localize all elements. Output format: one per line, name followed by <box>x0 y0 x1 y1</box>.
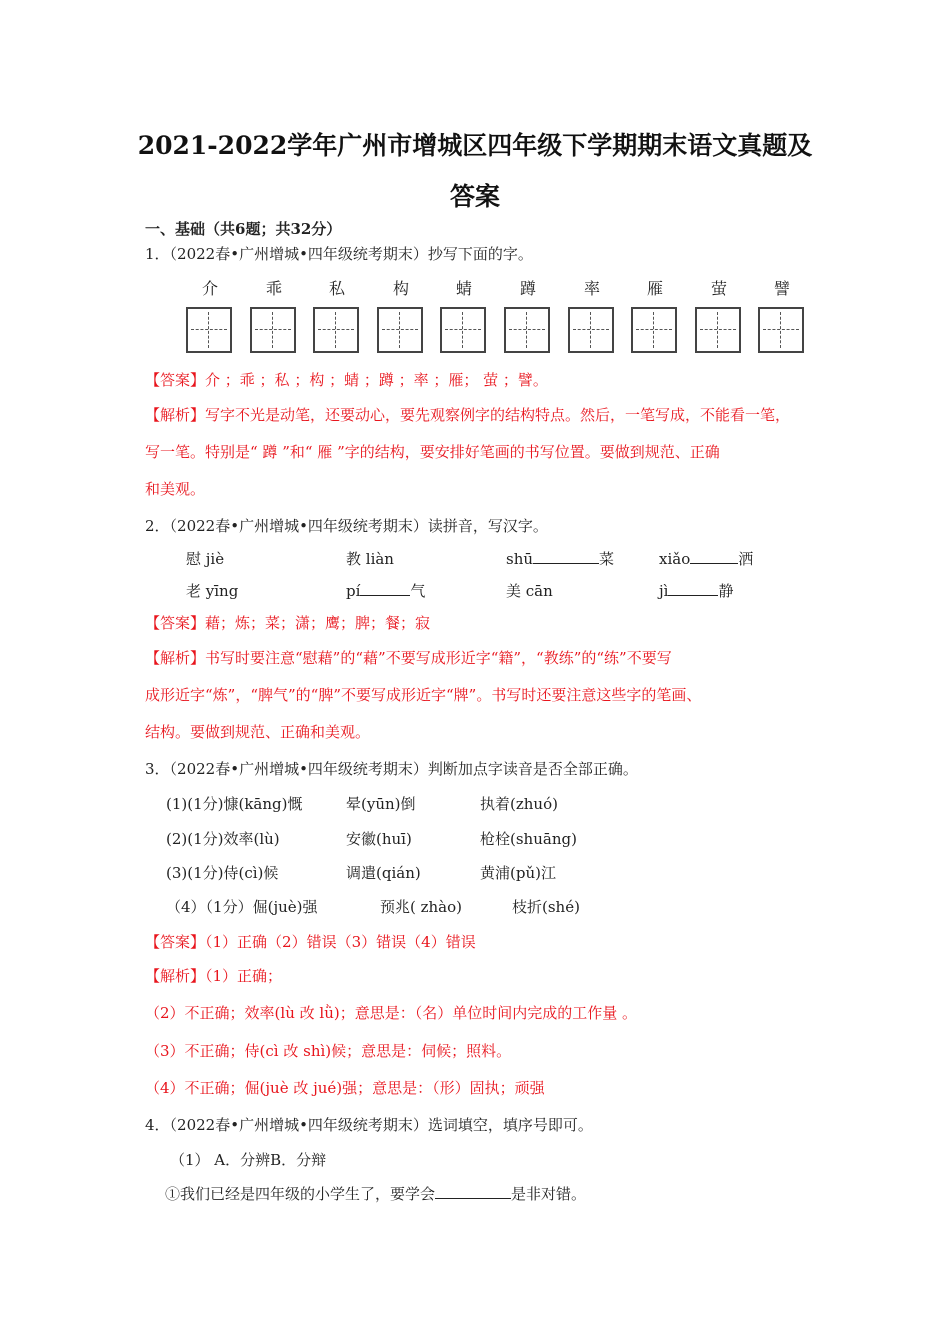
q2-item: 教 liàn <box>346 550 394 568</box>
q1-char: 雁 <box>646 279 663 298</box>
analysis-text: 书写时要注意“慰藉”的“藉”不要写成形近字“籍”，“教练”的“练”不要写 <box>205 649 672 667</box>
writing-grid-box[interactable] <box>504 307 550 353</box>
q2-answer <box>145 613 430 633</box>
q2-analysis-line <box>145 648 672 668</box>
q3-item-a: （4）（1分）倔(juè)强 <box>166 898 318 916</box>
q1-char: 乖 <box>265 279 282 298</box>
q3-item-a: (1)(1分)慷(kāng)慨 <box>166 795 303 813</box>
analysis-text: （1）正确； <box>205 967 283 985</box>
q2-item: 美 cān <box>506 582 553 600</box>
analysis-tag: 【解析】 <box>145 406 206 424</box>
answer-tag: 【答案】 <box>145 933 206 951</box>
analysis-tag: 【解析】 <box>145 649 206 667</box>
document-title-line2: 答案 <box>449 182 500 211</box>
writing-grid-box[interactable] <box>250 307 296 353</box>
writing-grid-box[interactable] <box>377 307 423 353</box>
q2-analysis-line: 结构。要做到规范、正确和美观。 <box>145 723 371 741</box>
writing-grid-box[interactable] <box>695 307 741 353</box>
analysis-text: 写字不光是动笔，还要动心，要先观察例字的结构特点。然后，一笔写成，不能看一笔， <box>205 406 791 424</box>
answer-blank[interactable] <box>435 1184 511 1199</box>
q1-char: 率 <box>583 279 600 298</box>
q3-item-c: 枝折(shé) <box>512 898 580 916</box>
q3-item-c: 执着(zhuó) <box>480 795 558 813</box>
q2-item: xiǎo 洒 <box>659 550 754 568</box>
q3-item-a: (3)(1分)侍(cì)候 <box>166 864 279 882</box>
answer-text: 介 ；乖 ；私 ；构 ；蜻 ；蹲 ；率 ；雁； 萤 ；譬。 <box>205 371 548 389</box>
q2-item: 慰 jiè <box>186 550 225 568</box>
q3-analysis-line: （3）不正确；侍(cì 改 shì)候；意思是：伺候；照料。 <box>145 1042 512 1060</box>
q3-answer <box>145 932 476 952</box>
q3-analysis-line <box>145 966 282 986</box>
writing-grid-box[interactable] <box>313 307 359 353</box>
q3-analysis-line: （2）不正确；效率(lù 改 lǜ)；意思是：（名）单位时间内完成的工作量 。 <box>145 1004 637 1022</box>
answer-text: （1）正确（2）错误（3）错误（4）错误 <box>205 933 476 951</box>
q2-item: pí 气 <box>346 582 426 600</box>
answer-blank[interactable] <box>533 549 599 564</box>
q3-item-b: 调遣(qián) <box>346 864 421 882</box>
q3-item-b: 安徽(huī) <box>346 830 412 848</box>
q1-analysis-line <box>145 405 790 425</box>
q2-stem: 2．（2022春•广州增城•四年级统考期末）读拼音，写汉字。 <box>145 517 548 535</box>
q1-answer <box>145 370 548 390</box>
q2-item: jì 静 <box>659 582 734 600</box>
q3-analysis-line: （4）不正确；倔(juè 改 jué)强；意思是：（形）固执；顽强 <box>145 1079 545 1097</box>
analysis-tag: 【解析】 <box>145 967 206 985</box>
answer-blank[interactable] <box>690 549 738 564</box>
answer-blank[interactable] <box>668 581 718 596</box>
q1-char: 蹲 <box>519 279 536 298</box>
writing-grid-box[interactable] <box>186 307 232 353</box>
q1-char: 介 <box>201 279 218 298</box>
q1-char: 蜻 <box>455 279 472 298</box>
q3-item-c: 枪栓(shuāng) <box>480 830 577 848</box>
q3-item-b: 晕(yūn)倒 <box>346 795 416 813</box>
section-heading: 一、基础（共6题；共32分） <box>145 220 342 238</box>
q1-char: 譬 <box>773 279 790 298</box>
writing-grid-box[interactable] <box>758 307 804 353</box>
writing-grid-box[interactable] <box>568 307 614 353</box>
writing-grid-box[interactable] <box>631 307 677 353</box>
q1-char: 萤 <box>710 279 727 298</box>
q2-item: shū 菜 <box>506 550 615 568</box>
answer-blank[interactable] <box>360 581 410 596</box>
q4-options: （1） A．分辨B．分辩 <box>170 1151 327 1169</box>
answer-tag: 【答案】 <box>145 614 206 632</box>
q1-char: 私 <box>328 279 345 298</box>
q4-stem: 4．（2022春•广州增城•四年级统考期末）选词填空，填序号即可。 <box>145 1116 593 1134</box>
q3-item-a: (2)(1分)效率(lù) <box>166 830 280 848</box>
q3-item-c: 黄浦(pǔ)江 <box>480 864 556 882</box>
q3-item-b: 预兆( zhào) <box>380 898 463 916</box>
q2-analysis-line: 成形近字“炼”，“脾气”的“脾”不要写成形近字“牌”。书写时还要注意这些字的笔画、 <box>145 686 702 704</box>
writing-grid-box[interactable] <box>440 307 486 353</box>
q4-sentence: ①我们已经是四年级的小学生了，要学会 是非对错。 <box>165 1185 587 1203</box>
q1-analysis-line: 写一笔。特别是“ 蹲 ”和“ 雁 ”字的结构，要安排好笔画的书写位置。要做到规范、正确 <box>145 443 720 461</box>
q1-stem: 1．（2022春•广州增城•四年级统考期末）抄写下面的字。 <box>145 245 533 263</box>
q3-stem: 3．（2022春•广州增城•四年级统考期末）判断加点字读音是否全部正确。 <box>145 760 638 778</box>
answer-text: 藉；炼；菜；潇；鹰；脾；餐；寂 <box>205 614 431 632</box>
q1-char: 构 <box>392 279 409 298</box>
q1-char-row <box>182 276 812 300</box>
q2-item: 老 yīng <box>186 582 239 600</box>
document-title-line1: 2021-2022学年广州市增城区四年级下学期期末语文真题及 <box>137 131 813 160</box>
q1-analysis-line: 和美观。 <box>145 480 206 498</box>
answer-tag: 【答案】 <box>145 371 206 389</box>
